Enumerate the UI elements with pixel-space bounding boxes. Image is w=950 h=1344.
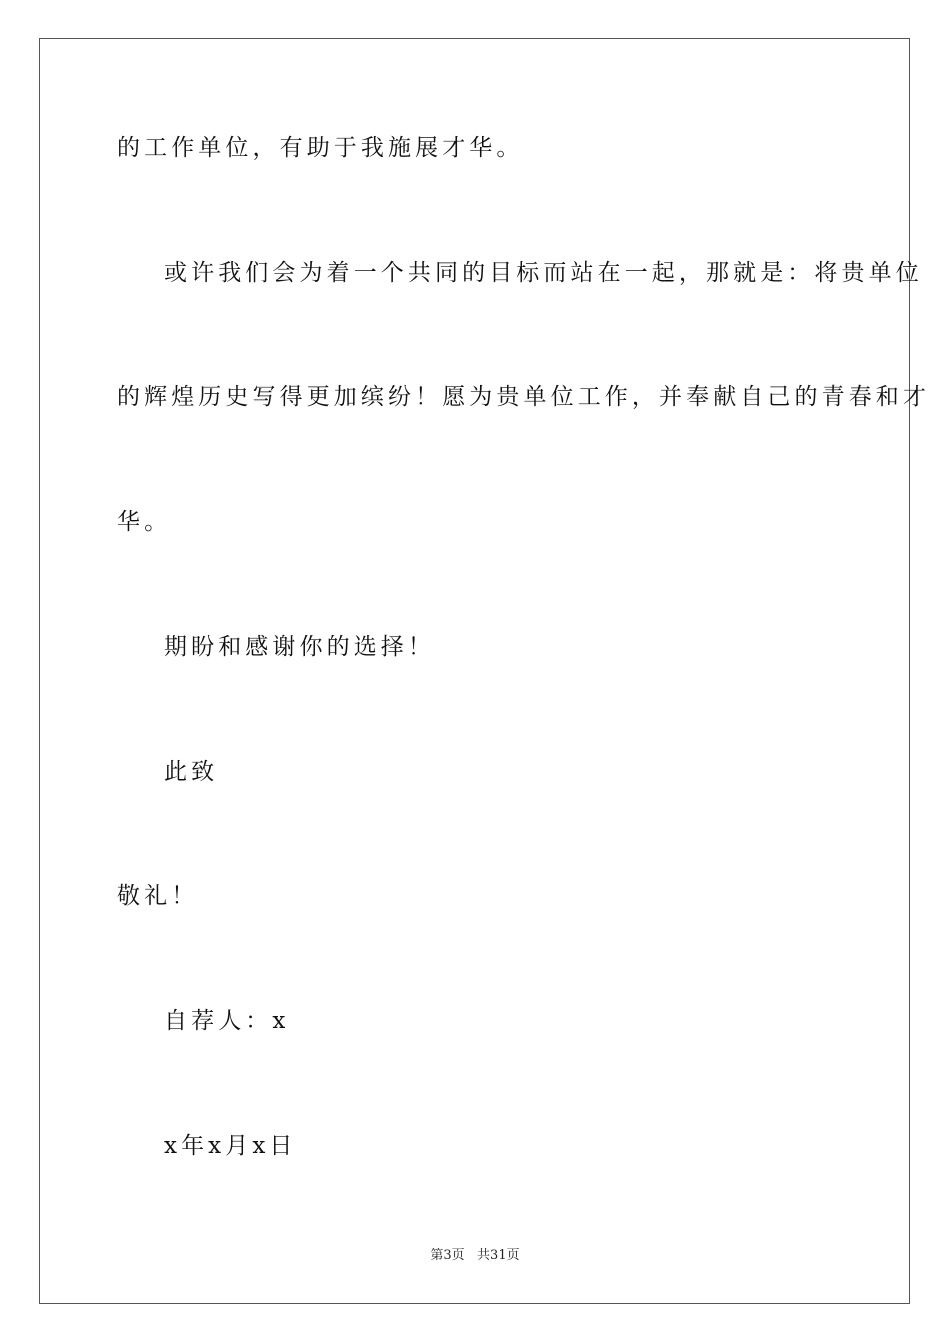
paragraph-start-line: 或许我们会为着一个共同的目标而站在一起，那就是：将贵单位	[164, 260, 923, 286]
body-text-line: 华。	[117, 509, 172, 535]
date-line: x年x月x日	[164, 1133, 297, 1159]
closing-remark: 期盼和感谢你的选择！	[164, 634, 435, 660]
body-text-line: 的辉煌历史写得更加缤纷！愿为贵单位工作，并奉献自己的青春和才	[117, 384, 930, 410]
body-text-line: 的工作单位，有助于我施展才华。	[117, 135, 524, 161]
salutation-jingli: 敬礼！	[117, 883, 199, 909]
page-number-footer: 第3页 共31页	[430, 1248, 520, 1263]
signature-line: 自荐人：x	[164, 1008, 290, 1034]
salutation-cizhi: 此致	[164, 759, 219, 785]
page-border	[39, 38, 910, 1304]
